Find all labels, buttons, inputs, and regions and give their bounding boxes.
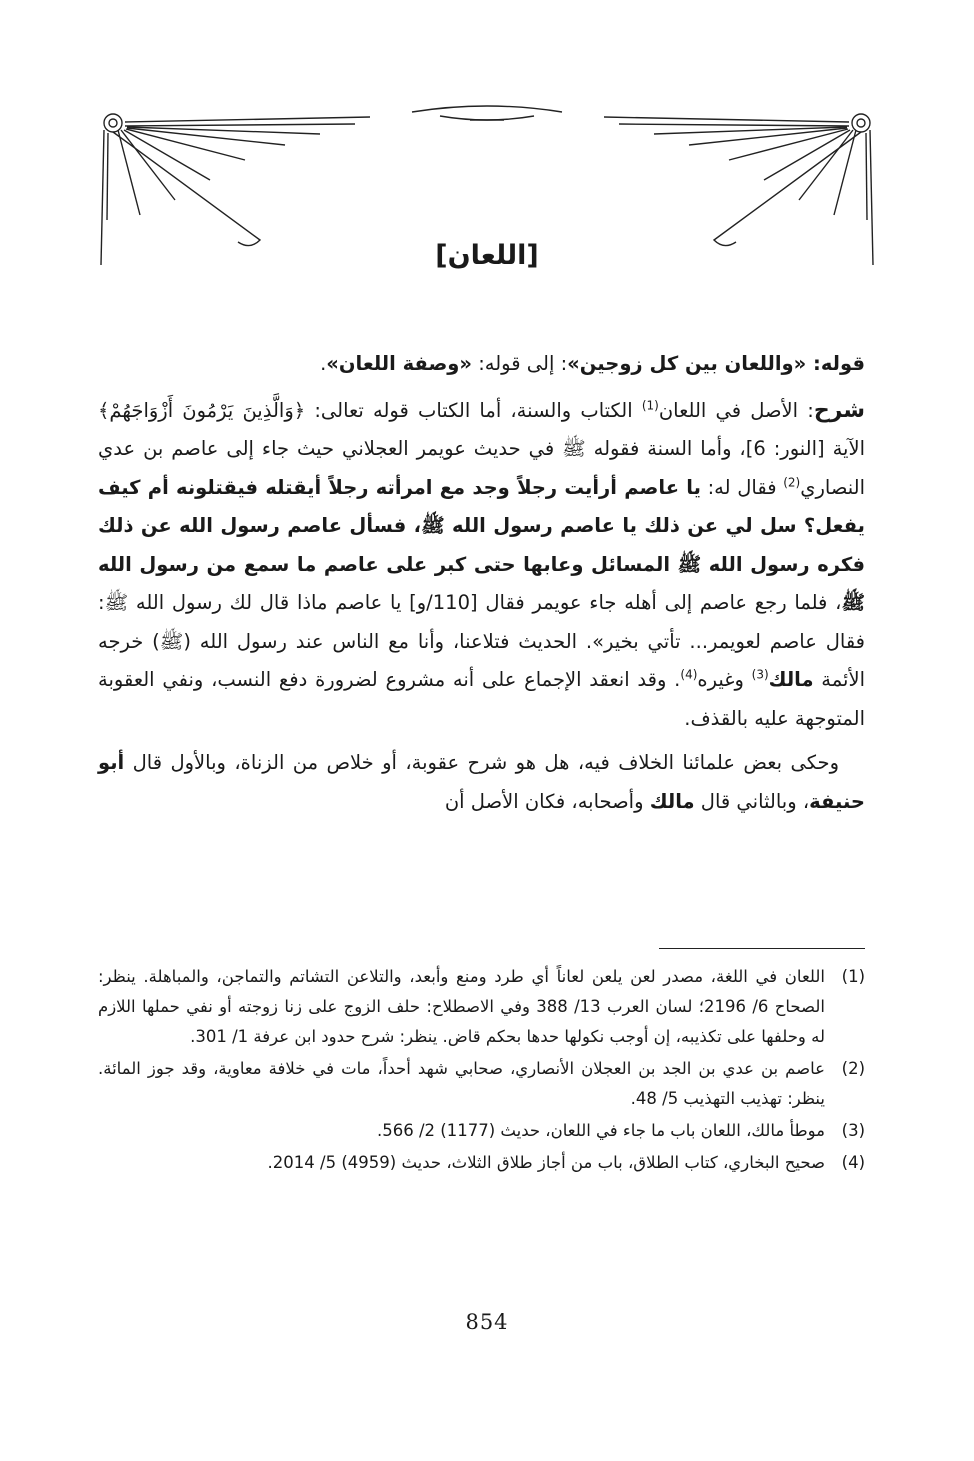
footnote-separator: [659, 948, 865, 949]
text-segment: : الأصل في اللعان: [658, 398, 814, 422]
commentary-label: شرح: [813, 397, 865, 423]
text-segment: فقال له:: [700, 475, 784, 499]
text-segment: وأصحابه، فكان الأصل أن: [444, 789, 650, 813]
footnote: [98, 962, 865, 1052]
text-segment: ، وبالثاني قال: [694, 789, 810, 813]
footnote-text: موطأ مالك، اللعان باب ما جاء في اللعان، حديث (1177) 2/ 566.: [376, 1121, 825, 1140]
footnote-number: (2): [841, 1059, 865, 1078]
name-malik: مالك: [768, 668, 814, 691]
footnote: [98, 1148, 865, 1178]
text-segment: الكتاب والسنة، أما الكتاب قوله تعالى: ﴿وَالَّذِينَ يَرْمُونَ أَزْوَاجَهُمْ﴾ الآية [النور: 6]، وأما السنة فقوله ﷺ في حديث عويمر العجلاني حيث جاء إلى عاصم بن عدي النصاري: [98, 398, 865, 499]
text-segment: ، فلما رجع عاصم إلى أهله جاء عويمر فقال [110/و] يا عاصم ماذا قال لك رسول الله ﷺ: فقال عاصم لعويمر... تأتي بخير». الحديث فتلاعنا، وأنا مع الناس عند رسول الله (ﷺ) خرجه الأئمة: [98, 591, 865, 691]
footnote-text: اللعان في اللغة، مصدر لعن يلعن لعاناً أي طرد ومنع وأبعد، والتلاعن التشاتم والتماجن، والمباهلة. ينظر: الصحاح 6/ 2196؛ لسان العرب 13/ 388 وفي الاصطلاح: حلف الزوج على زنا زوجته أو نفي حملها اللازم له وحلفها على تكذيبه، إن أوجب نكولها حدها بحكم قاض. ينظر: شرح حدود ابن عرفة 1/ 301.: [98, 967, 825, 1046]
section-title: [اللعان]: [435, 240, 539, 271]
footnote-ref-3[interactable]: (3): [751, 667, 769, 682]
text-segment: وغيره: [697, 668, 752, 691]
name-malik: مالك: [649, 789, 695, 813]
footnote: [98, 1116, 865, 1146]
footnote-ref-1[interactable]: (1): [641, 398, 659, 412]
footnote-number: (4): [841, 1153, 865, 1172]
hadith-quote: يا عاصم أرأيت رجلاً وجد مع امرأته رجلاً أيقتله فيقتلونه أم كيف يفعل؟ سل لي عن ذلك يا عاصم رسول الله ﷺ، فسأل عاصم رسول الله عن ذلك فكره رسول الله ﷺ المسائل وعابها حتى كبر على عاصم ما سمع من رسول الله ﷺ: [98, 475, 865, 614]
footnote-ref-2[interactable]: (2): [783, 475, 801, 489]
footnotes: [98, 962, 865, 1180]
quoted-heading-line: [98, 345, 865, 384]
lead-prefix: قوله:: [806, 352, 865, 375]
second-paragraph: [98, 744, 865, 821]
footnote-number: (1): [841, 967, 865, 986]
text-segment: وحكى بعض علمائنا الخلاف فيه، هل هو شرح عقوبة، أو خلاص من الزناة، وبالأول قال: [124, 751, 839, 774]
page-number: 854: [465, 1310, 509, 1334]
footnote: [98, 1054, 865, 1114]
name-abu-hanifa: أبو حنيفة: [98, 751, 865, 813]
header-ornament: [0, 0, 974, 280]
footnote-text: عاصم بن عدي بن الجد بن العجلان الأنصاري، صحابي شهد أحداً، مات في خلافة معاوية، وقد جوز المائة. ينظر: تهذيب التهذيب 5/ 48.: [98, 1059, 825, 1108]
lead-quote-end: «وصفة اللعان»: [326, 352, 473, 375]
commentary-paragraph: [98, 392, 865, 739]
lead-quote-start: «واللعان بين كل زوجين»: [567, 352, 807, 375]
footnote-text: صحيح البخاري، كتاب الطلاق، باب من أجاز طلاق الثلاث، حديث (4959) 5/ 2014.: [267, 1153, 825, 1172]
main-text: [98, 345, 865, 821]
footnote-number: (3): [841, 1121, 865, 1140]
text-segment: . وقد انعقد الإجماع على أنه مشروع لضرورة دفع النسب، ونفي العقوبة المتوجهة عليه بالقذف.: [98, 668, 865, 730]
lead-mid: : إلى قوله:: [472, 352, 568, 375]
lead-end: .: [320, 352, 327, 375]
footnote-ref-4[interactable]: (4): [680, 667, 698, 682]
